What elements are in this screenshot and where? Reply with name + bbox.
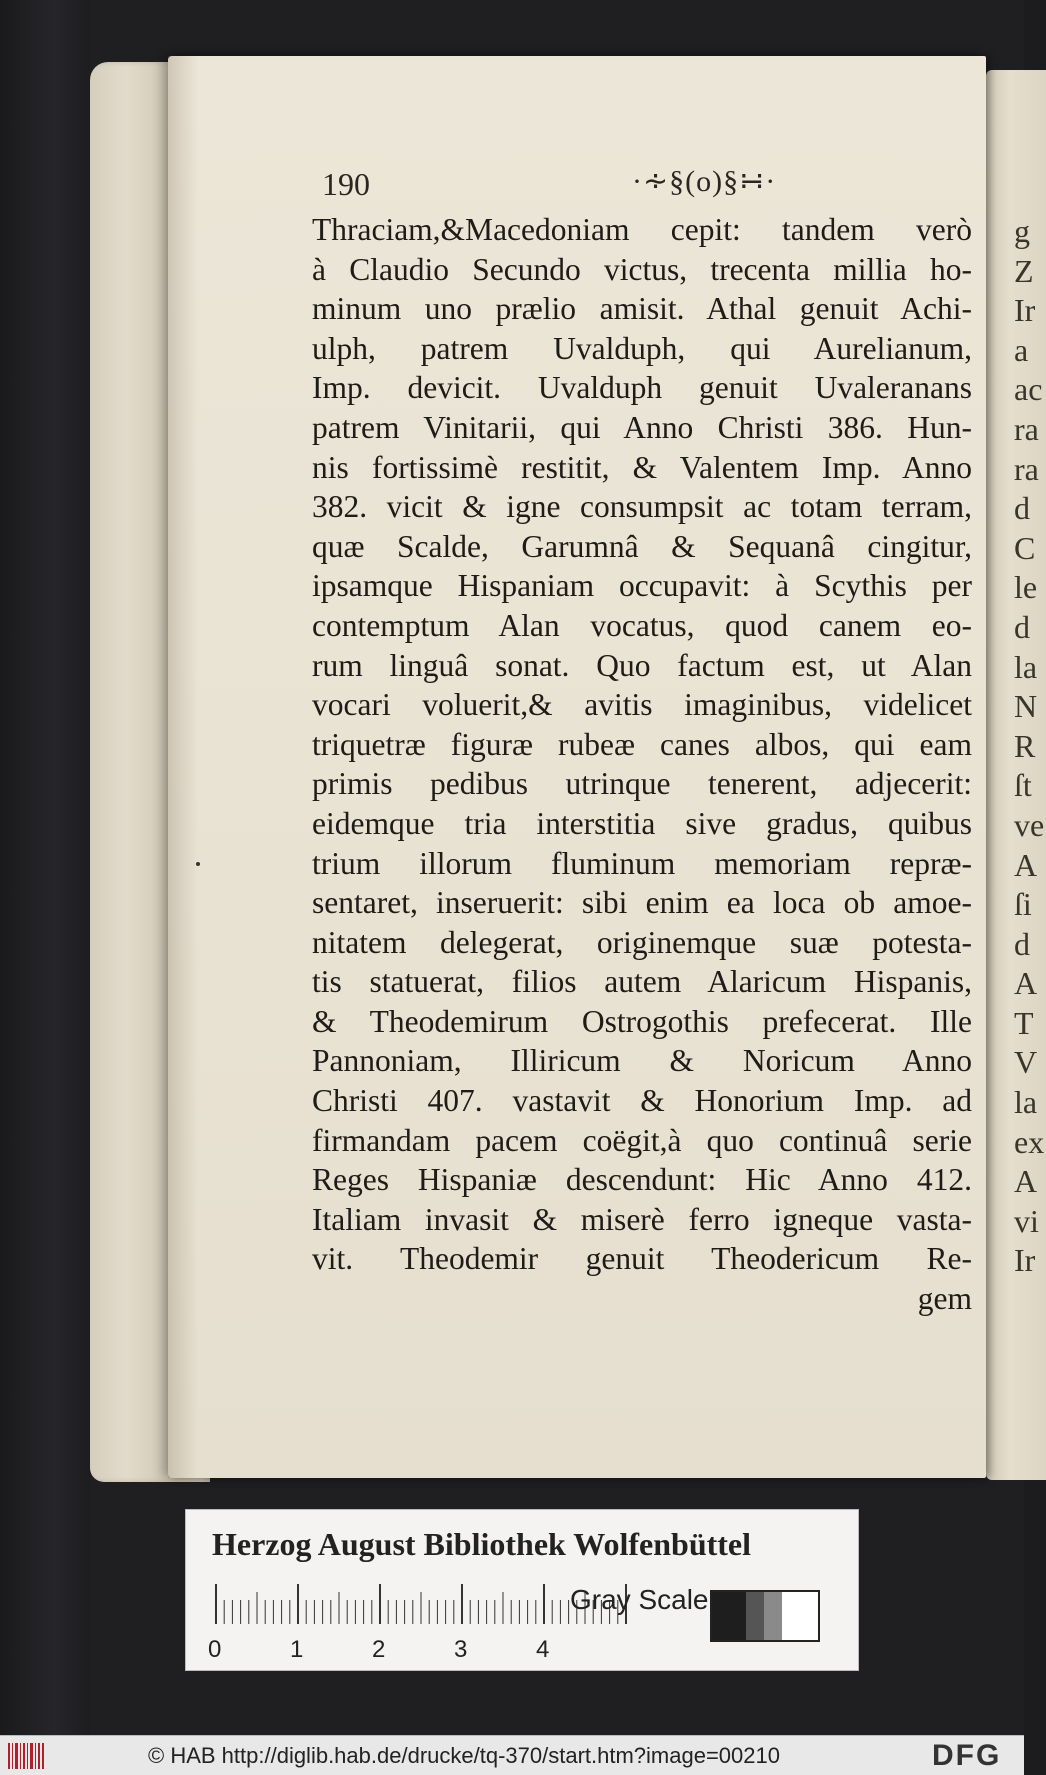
next-page-edge-letter: g [1014,213,1030,249]
page-speck [196,862,200,866]
text-line: Pannoniam, Illiricum & Noricum Anno [312,1043,972,1079]
next-page-edge-letter: Ir [1014,292,1036,329]
next-page-edge-letter: Ir [1014,1242,1036,1279]
next-page-edge-letter: N [1014,688,1038,725]
next-page-edge-letter: ra [1014,410,1039,447]
text-line: contemptum Alan vocatus, quod canem eo- [312,607,972,643]
page-number: 190 [322,166,370,202]
gray-swatch [746,1592,764,1640]
text-line: ipsamque Hispaniam occupavit: à Scythis per [312,568,972,604]
next-page-edge-letter: a [1014,331,1029,368]
library-title: Herzog August Bibliothek Wolfenbüttel [212,1526,752,1562]
text-line: nitatem delegerat, originemque suæ potesta- [312,924,972,960]
text-line: rum linguâ sonat. Quo factum est, ut Alan [312,647,972,683]
text-line: minum uno prælio amisit. Athal genuit Achi- [312,291,972,327]
next-page-edge-letter: ex [1014,1123,1045,1160]
next-page-edge-letter: V [1014,1044,1038,1081]
next-page-edge-letter: T [1014,1004,1034,1041]
next-page-edge-letter: A [1014,1163,1038,1200]
text-line: à Claudio Secundo victus, trecenta millia ho- [312,251,972,287]
next-page-edge-letter: ve [1014,806,1045,843]
text-line: quæ Scalde, Garumnâ & Sequanâ cingitur, [312,528,972,564]
text-line: tis statuerat, filios autem Alaricum Hispanis, [312,964,972,1000]
text-line: nis fortissimè restitit, & Valentem Imp. Anno [312,449,972,485]
text-line: sentaret, inseruerit: sibi enim ea loca ob amoe- [312,885,972,921]
footer-bar [0,1735,1024,1775]
page-gutter-shadow [168,56,198,1478]
grayscale-swatches [710,1590,820,1642]
barcode-icon [8,1743,44,1769]
next-page-edge-letter: Z [1014,252,1034,289]
gray-swatch [764,1592,782,1640]
text-line: Imp. devicit. Uvalduph genuit Uvaleranans [312,370,972,406]
text-line: gem [917,1281,972,1317]
dfg-logo: DFG [932,1739,1002,1772]
header-ornament: ·∻§(o)§∺· [632,165,777,198]
next-page-edge-letter: le [1014,569,1038,606]
text-line: & Theodemirum Ostrogothis prefecerat. Ille [312,1003,972,1039]
next-page-edge-letter: A [1014,846,1038,883]
next-page-edge-letter: d [1014,925,1030,962]
next-page-edge [986,70,1046,1480]
text-line: patrem Vinitarii, qui Anno Christi 386. Hun- [312,409,972,445]
footer-copyright-url: © HAB http://diglib.hab.de/drucke/tq-370/start.htm?image=00210 [148,1743,780,1768]
gray-swatch [712,1592,746,1640]
text-line: ulph, patrem Uvalduph, qui Aurelianum, [312,330,972,366]
next-page-edge-letter: R [1014,727,1036,764]
next-page-edge-text [986,212,1044,1281]
text-line: Reges Hispaniæ descendunt: Hic Anno 412. [312,1162,972,1198]
next-page-edge-letter: la [1014,1084,1038,1121]
ruler-label: 4 [536,1636,550,1663]
next-page-edge-letter: ſt [1014,767,1032,804]
next-page-edge-letter: d [1014,608,1030,645]
ruler-label: 2 [372,1636,386,1663]
ruler-label: 0 [208,1636,222,1663]
next-page-edge-letter: la [1014,648,1038,685]
next-page-edge-letter: ra [1014,450,1039,487]
text-line: vit. Theodemir genuit Theodericum Re- [312,1241,972,1277]
text-line: firmandam pacem coëgit,à quo continuâ serie [312,1122,972,1158]
next-page-edge-letter: C [1014,529,1036,566]
text-line: Christi 407. vastavit & Honorium Imp. ad [312,1083,972,1119]
text-line: Thraciam,&Macedoniam cepit: tandem verò [312,212,972,247]
next-page-edge-letter: ac [1014,371,1043,408]
next-page-edge-letter: ſi [1014,886,1032,923]
next-page-edge-letter: d [1014,490,1030,527]
text-line: Italiam invasit & miserè ferro igneque vasta- [312,1201,972,1237]
text-line: primis pedibus utrinque tenerent, adjecerit: [312,766,972,802]
grayscale-label: Gray Scale [570,1584,709,1615]
page-body-text [312,210,972,1319]
text-line: eidemque tria interstitia sive gradus, quibus [312,805,972,841]
next-page-edge-letter: vi [1014,1202,1039,1239]
text-line: trium illorum fluminum memoriam repræ- [312,845,972,881]
text-line: 382. vicit & igne consumpsit ac totam terram, [312,489,972,525]
gray-swatch [782,1592,818,1640]
next-page-edge-letter: A [1014,965,1038,1002]
library-color-card [186,1510,858,1670]
text-line: triquetræ figuræ rubeæ canes albos, qui eam [312,726,972,762]
ruler-label: 1 [290,1636,304,1663]
ruler-label: 3 [454,1636,468,1663]
text-line: vocari voluerit,& avitis imaginibus, videlicet [312,687,972,723]
background-cloth [0,0,90,1735]
